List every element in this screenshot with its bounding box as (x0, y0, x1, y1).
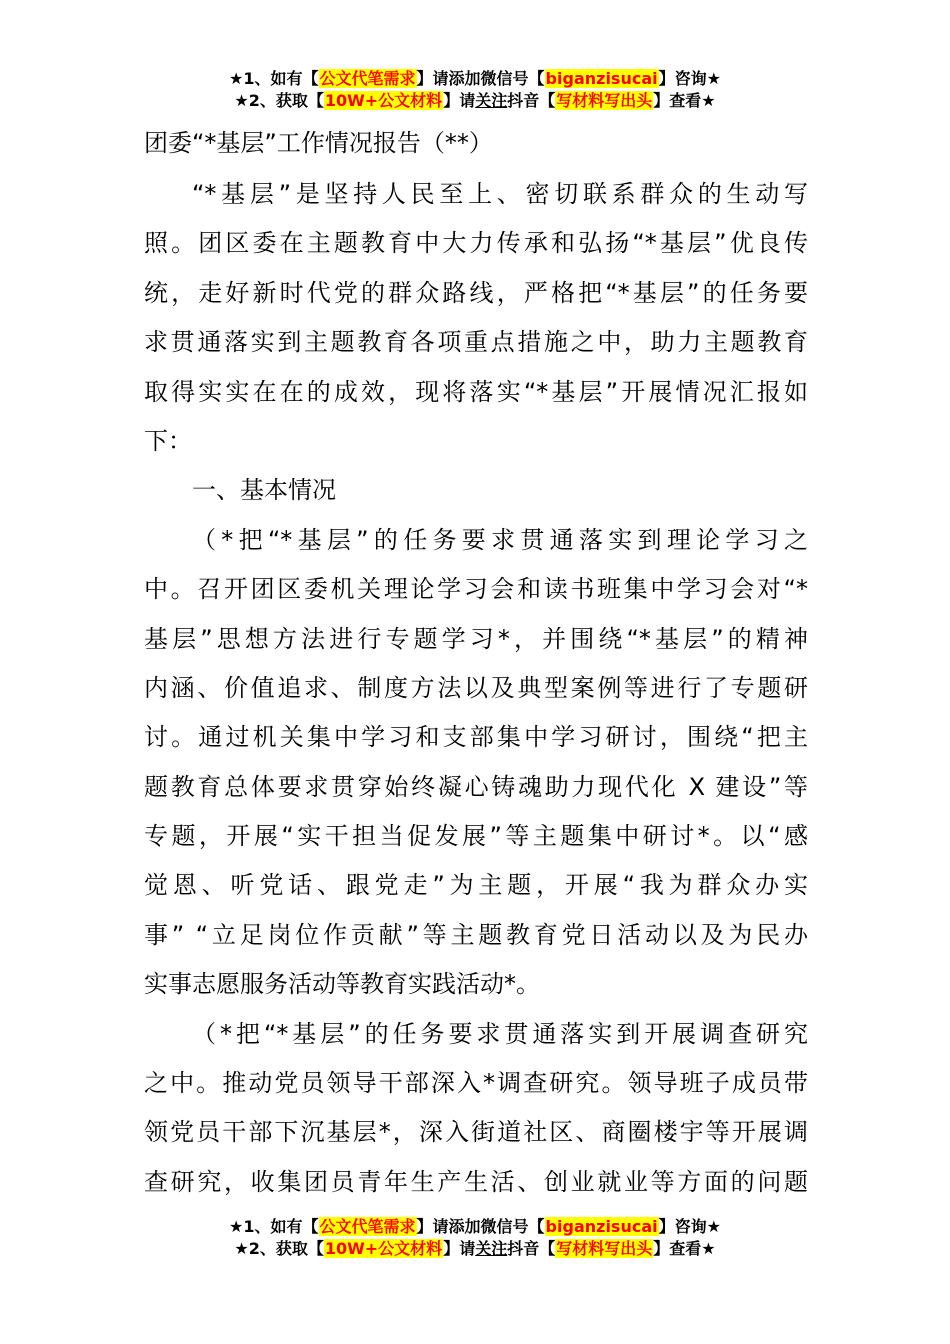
banner-text: 】咨询★ (658, 69, 721, 88)
body-line: 中。召开团区委机关理论学习会和读书班集中学习会对“* (144, 575, 808, 604)
banner-text: ★1、如有【 (229, 69, 319, 88)
footer-banner (0, 1216, 950, 1260)
banner-text: 抖音【 (507, 1239, 556, 1258)
body-line: （*把“*基层”的任务要求贯通落实到理论学习之 (192, 525, 808, 554)
wechat-id-highlight: biganzisucai (545, 69, 658, 88)
banner-highlight: 10W+公文材料 (324, 91, 443, 110)
body-line: 专题，开展“实干担当促发展”等主题集中研讨*。以“感 (144, 822, 808, 851)
body-line: 领党员干部下沉基层*，深入街道社区、商圈楼宇等开展调 (144, 1118, 808, 1147)
body-line: 一、基本情况 (192, 476, 336, 505)
body-line: 实事志愿服务活动等教育实践活动*。 (144, 970, 540, 999)
banner-text: ★2、获取【 (234, 91, 324, 110)
banner-text: 】请添加微信号【 (416, 1217, 545, 1236)
body-line: 事” “立足岗位作贡献”等主题教育党日活动以及为民办 (144, 920, 808, 949)
banner-underline: 关注 (475, 1239, 508, 1258)
banner-line-1 (0, 68, 950, 90)
body-line: 求贯通落实到主题教育各项重点措施之中，助力主题教育 (144, 328, 808, 357)
body-line: 统，走好新时代党的群众路线，严格把“*基层”的任务要 (144, 278, 808, 307)
banner-text: 】请 (443, 91, 476, 110)
header-banner (0, 68, 950, 112)
body-line: 取得实实在在的成效，现将落实“*基层”开展情况汇报如 (144, 377, 808, 406)
banner-highlight: 公文代笔需求 (319, 69, 416, 88)
banner-line-2 (0, 1238, 950, 1260)
body-line: 照。团区委在主题教育中大力传承和弘扬“*基层”优良传 (144, 229, 808, 258)
body-line: 下： (144, 426, 192, 455)
body-line: 觉恩、听党话、跟党走”为主题，开展“我为群众办实 (144, 871, 808, 900)
body-line: “*基层”是坚持人民至上、密切联系群众的生动写 (192, 180, 808, 208)
body-line: 基层”思想方法进行专题学习*，并围绕“*基层”的精神 (144, 624, 808, 653)
banner-text: ★1、如有【 (229, 1217, 319, 1236)
body-line: （*把“*基层”的任务要求贯通落实到开展调查研究 (192, 1019, 808, 1048)
wechat-id-highlight: biganzisucai (545, 1217, 658, 1236)
banner-text: 】查看★ (653, 1239, 716, 1258)
document-title: 团委“*基层”工作情况报告（**） (144, 129, 493, 157)
banner-highlight: 公文代笔需求 (319, 1217, 416, 1236)
banner-highlight: 10W+公文材料 (324, 1239, 443, 1258)
douyin-id-highlight: 写材料写出头 (556, 1239, 653, 1258)
banner-line-1 (0, 1216, 950, 1238)
banner-text: ★2、获取【 (234, 1239, 324, 1258)
banner-text: 】请 (443, 1239, 476, 1258)
body-line: 讨。通过机关集中学习和支部集中学习研讨，围绕“把主 (144, 723, 808, 752)
banner-line-2 (0, 90, 950, 112)
banner-text: 】请添加微信号【 (416, 69, 545, 88)
douyin-id-highlight: 写材料写出头 (556, 91, 653, 110)
banner-underline: 关注 (475, 91, 508, 110)
banner-text: 】查看★ (653, 91, 716, 110)
document-body (144, 170, 808, 1207)
body-line: 查研究，收集团员青年生产生活、创业就业等方面的问题 (144, 1167, 808, 1196)
banner-text: 】咨询★ (658, 1217, 721, 1236)
body-line: 题教育总体要求贯穿始终凝心铸魂助力现代化 X 建设”等 (144, 772, 808, 801)
banner-text: 抖音【 (507, 91, 556, 110)
body-line: 之中。推动党员领导干部深入*调查研究。领导班子成员带 (144, 1069, 808, 1098)
body-line: 内涵、价值追求、制度方法以及典型案例等进行了专题研 (144, 673, 808, 702)
